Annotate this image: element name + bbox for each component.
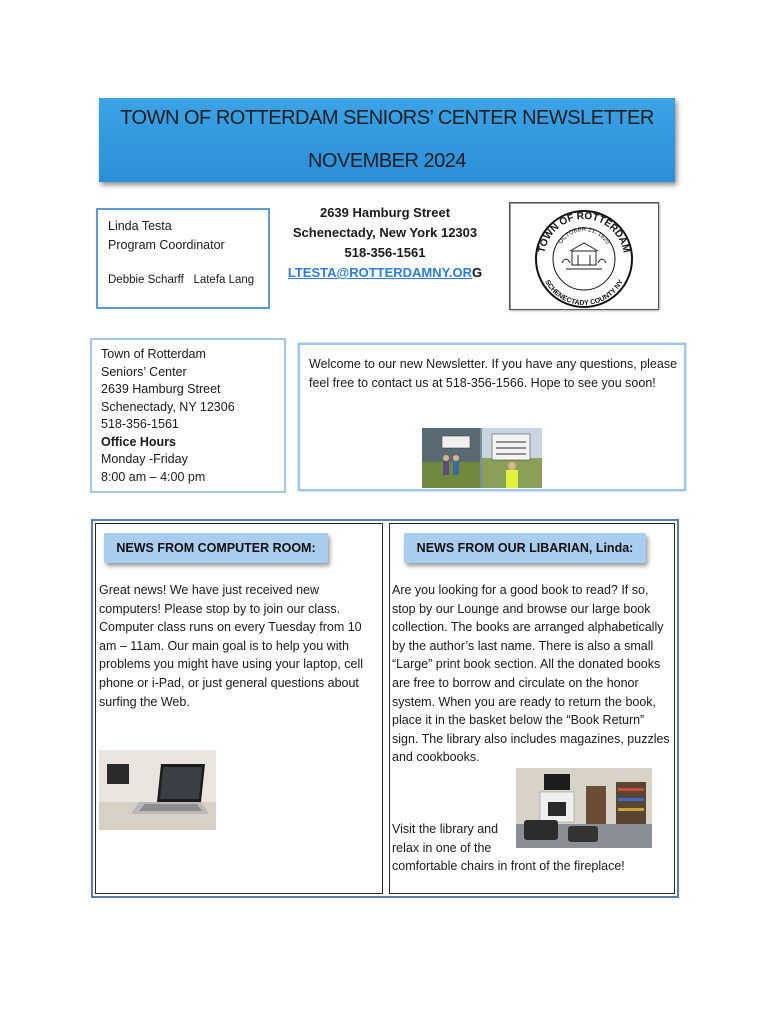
email-line xyxy=(276,263,494,283)
street-address: 2639 Hamburg Street xyxy=(319,205,451,220)
library-closing-line: Visit the library and xyxy=(392,822,499,836)
coordinator-role: Program Coordinator xyxy=(108,238,225,252)
library-closing-line: relax in one of the xyxy=(392,840,492,855)
office-days: Monday -Friday xyxy=(101,452,188,466)
newsletter-banner xyxy=(99,98,675,182)
contact-address xyxy=(276,203,494,283)
librarian-heading: NEWS FROM OUR LIBARIAN, Linda: xyxy=(404,533,646,563)
svg-text:SCHENECTADY COUNTY NY xyxy=(543,279,625,308)
newsletter-month: NOVEMBER 2024 xyxy=(307,150,466,172)
email-link[interactable]: LTESTA@ROTTERDAMNY.OR xyxy=(287,265,472,280)
info-line: 518-356-1561 xyxy=(101,417,179,431)
office-hours: 8:00 am – 4:00 pm xyxy=(101,469,206,484)
library-closing-line: comfortable chairs in front of the fireplace! xyxy=(392,859,625,874)
computer-room-text: Great news! We have just received new computers! Please stop by to join our class. Computer class runs on every Tuesday from 10 am – 11am. Our main goal is to help you with problems you might have using your laptop, cell phone or i-Pad, or just general questions about surfing the Web. xyxy=(99,583,364,709)
welcome-text: Welcome to our new Newsletter. If you have any questions, please feel free to contact us at 518-356-1566. Hope to see you soon! xyxy=(309,357,678,390)
library-closing-text xyxy=(392,820,674,876)
info-line: 2639 Hamburg Street xyxy=(101,382,221,396)
computer-room-heading: NEWS FROM COMPUTER ROOM: xyxy=(104,533,328,563)
seal-date-text: OCTOBER 21, 1820 xyxy=(557,226,611,246)
seal-bottom-text: SCHENECTADY COUNTY NY xyxy=(543,278,625,308)
newsletter-title: TOWN OF ROTTERDAM SENIORS’ CENTER NEWSLETTER xyxy=(120,107,654,129)
info-line: Schenectady, NY 12306 xyxy=(101,399,235,414)
senior-center-sign-photo xyxy=(422,428,542,488)
town-seal-box xyxy=(509,202,659,310)
phone-number: 518-356-1561 xyxy=(344,245,426,260)
laptop-photo xyxy=(99,750,216,830)
info-line: Seniors’ Center xyxy=(101,364,187,379)
email-tail: G xyxy=(471,265,483,280)
center-info-box xyxy=(90,338,286,493)
town-seal-icon xyxy=(510,203,658,309)
coordinator-name: Linda Testa xyxy=(108,219,172,233)
seal-top-text: TOWN OF ROTTERDAM xyxy=(536,210,632,254)
city-state-zip: Schenectady, New York 12303 xyxy=(292,225,478,240)
staff-box xyxy=(96,208,270,309)
library-text: Are you looking for a good book to read? If so, stop by our Lounge and browse our large book collection. The books are arranged alphabetically by the author’s last name. There is also a small “Large” print book section. All the donated books are free to borrow and circulate on the honor system. When you are ready to return the book, place it in the basket below the “Book Return” sign. The library also includes magazines, puzzles and cookbooks. xyxy=(392,583,670,765)
office-hours-label: Office Hours xyxy=(101,434,177,449)
staff-names: Debbie Scharff Latefa Lang xyxy=(108,274,255,286)
info-line: Town of Rotterdam xyxy=(101,347,206,361)
welcome-box xyxy=(298,343,686,491)
